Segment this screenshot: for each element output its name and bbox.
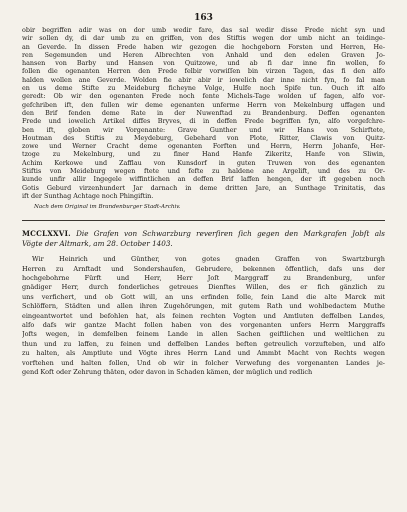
text-line: thun und zu laffen, zu feinen und deffelben Landes beften getreulich vorzufteben, und alfo [22,339,385,348]
text-line: zu halten, als Amptlute und Vögte ihres Herrn Land und Ammbt Macht von Rechts wegen [22,349,385,358]
text-line: tzoge zu Mekelnburg, und zu finer Hand Hanfe Zikeritz, Hanfe von Sliwin, [22,150,385,159]
text-line: wir sollen dy, di dar umb zu en griffen, von des Stiftis wegen dor umb nicht an teidinge- [22,34,385,43]
text-line: eingeantwortet und befohlen hat, als feinen rechten Vogten und Amtluten deffelben Landes, [22,311,385,320]
document-2-body [22,255,385,377]
text-line: Achim Kerkowe und Zafflau von Kunsdorf in guten Truwen von des egenanten [22,158,385,167]
text-line: Frede und iowelich Artikel diffes Bryves, di in deffen Frede begriffen fyn, alfo vorgefchre- [22,117,385,126]
text-line: zowe und Werner Cracht deme ogenanten Forften und Herrn, Herrn Johanfe, Her- [22,142,385,151]
document-title-line-2: Vögte der Altmark, am 28. October 1403. [22,239,173,249]
text-line: uns verfichert, und ob Gott will, an uns erfinden folle, fein Land die alte Marck mit [22,292,385,301]
text-line: den Brif fenden deme Rate in der Nuwenftad zu Brandenburg. Deffen ogenanten [22,108,385,117]
text-line: hochgebohrne Fürft und Herr, Herr Joſt Marggraff zu Brandenburg, unfer [22,274,385,283]
document-number: MCCLXXVI. [22,229,71,239]
text-line: ift der Sunthag Achtage noch Phingiftin. [22,191,154,200]
text-line: Houtman des Stiftis zu Meydeburg, Gebehard von Plote, Ritter, Clawis von Quitz- [22,133,385,142]
text-line: Gotis Geburd virzenhundert Jar darnach in deme dritten Jare, an Sunthage Trinitatis, das [22,183,385,192]
text-line: obir begriffen adir was on dor umb wedir fare, das sal wedir disse Frede nicht syn und [22,26,385,34]
text-line: hansen von Barby und Hansen von Quitzowe, und ab fi dar inne fin wollen, fo [22,59,385,68]
text-line: Wir Heinrich und Günther, von gotes gnaden Graffen von Swartzburgh [32,255,385,264]
text-line: gnädiger Herr, durch fonderliches getreues Dienftes Willen, des er fich gänzlich zu [22,283,385,292]
document-2-heading [22,229,385,249]
text-line: ren Segemunden und Heren Albrechten von Anhald und den edelen Graven Jo- [22,50,385,59]
document-2-heading-line-1 [22,229,385,239]
text-line: gend Koft oder Zehrung thäten, oder davon in Schaden kämen, der müglich und redlich [22,368,313,377]
document-1-body [22,26,385,200]
text-line: alfo dafs wir gantze Macht follen haben von des vorgenanten unfers Herrn Marggraffs [22,321,385,330]
document-2-heading-line-2 [22,239,385,249]
source-note: Nach dem Original im Brandenburger Stadt-Archiv. [34,204,181,211]
text-line: Stiftis von Meideburg wegen ftete und fefte zu haldene ane Argelift, und des zu Or- [22,167,385,176]
text-line: kunde unfir allir Ingegele wiffintlichen an deffen Brif laffen hengen, der ift gegeben noch [22,175,385,184]
text-line: gefchriben ift, den fullen wir deme egenanten unferme Herrn von Mekelnburg uffagen und [22,100,385,109]
text-line: vorftehen und halten follen, Und ob wir in folcher Verwefung des vorgenanten Landes je- [22,358,385,367]
section-divider [22,220,385,221]
text-line: Herren zu Arnftadt und Sondershaufen, Gebrudere, bekennen öffentlich, dafs uns der [22,264,385,273]
page-number: 163 [194,13,213,23]
text-line: Schlöffern, Städten und allen ihren Zugehörungen, mit gutem Rath und wohlbedactem Muthe [22,302,385,311]
text-line: follen die ogenanten Herren den Frede felbir vorwiſſen bin virzen Tagen, das fi den alfo [22,67,385,76]
text-line: an Geverde. In dissen Frede haben wir gezogen die hochgeborn Forsten und Herren, He- [22,42,385,51]
text-line: Jofts wegen, in demfelben feinem Lande in allen Sachen geiftlichen und weltlichen zu [22,330,385,339]
text-line: ben ift, globen wir Vorgenante: Grave Gunther und wir Hans von Schirftete, [22,125,385,134]
document-title-line-1: Die Grafen von Schwarzburg reverſiren ſich gegen den Markgrafen Jobſt als [76,229,385,239]
text-line: halden wollen ane Geverde. Wolden fie abir abir ir iowelich dar inne nicht fyn, fo fal man [22,75,385,84]
text-line: en us deme Stifte zu Meideburg ficheyne Volge, Hulfe noch Spife tun. Ouch ift alfo [22,84,385,93]
text-line: geredt: Ob wir den ogenanten Frede noch fente Michels-Tage wolden uf fagen, alfo vor- [22,92,385,101]
